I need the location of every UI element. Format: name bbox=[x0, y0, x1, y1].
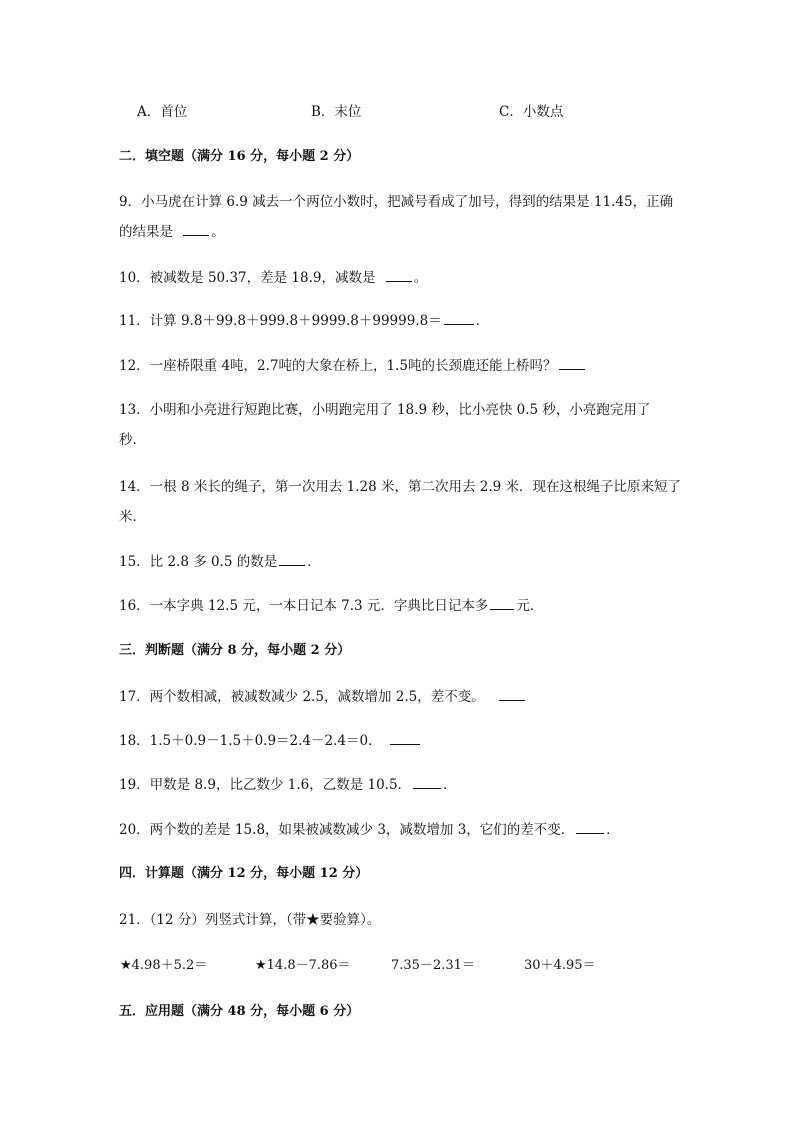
question-16 bbox=[119, 597, 543, 615]
question-14-line-1: 14．一根 8 米长的绳子，第一次用去 1.28 米，第二次用去 2.9 米．现在这根绳子比原来短了 bbox=[119, 479, 682, 495]
section-2-heading: 二．填空题（满分 16 分，每小题 2 分） bbox=[119, 149, 360, 164]
question-17-text: 17．两个数相减，被减数减少 2.5，减数增加 2.5，差不变。 bbox=[119, 689, 485, 705]
calc-item-2: ★14.8－7.86＝ bbox=[255, 958, 351, 973]
answer-blank bbox=[279, 553, 305, 566]
question-20-end: ． bbox=[606, 822, 620, 838]
answer-blank bbox=[490, 597, 514, 610]
question-16-end: 元． bbox=[516, 598, 544, 614]
question-9-text: 的结果是 bbox=[119, 224, 173, 240]
answer-blank bbox=[576, 821, 604, 834]
question-20-text: 20．两个数的差是 15.8，如果被减数减少 3，减数增加 3，它们的差不变． bbox=[119, 822, 575, 838]
question-11-end: ． bbox=[475, 313, 490, 329]
question-14-line-2: 米． bbox=[119, 509, 146, 525]
question-16-text: 16．一本字典 12.5 元，一本日记本 7.3 元．字典比日记本多 bbox=[119, 598, 489, 614]
answer-blank bbox=[444, 312, 474, 325]
question-15-text: 15．比 2.8 多 0.5 的数是 bbox=[119, 554, 278, 570]
calc-item-4: 30＋4.95＝ bbox=[524, 958, 596, 973]
question-21: 21．（12 分）列竖式计算，（带★要验算）。 bbox=[119, 912, 381, 928]
question-12 bbox=[119, 357, 587, 375]
question-17 bbox=[119, 688, 527, 706]
question-20 bbox=[119, 821, 620, 839]
calc-item-1: ★4.98＋5.2＝ bbox=[120, 958, 208, 973]
question-12-text: 12．一座桥限重 4吨，2.7吨的大象在桥上，1.5吨的长颈鹿还能上桥吗？ bbox=[119, 358, 557, 374]
answer-blank bbox=[390, 732, 420, 745]
question-19-end: ． bbox=[443, 777, 457, 793]
question-10-end: 。 bbox=[413, 270, 428, 286]
question-15 bbox=[119, 553, 321, 571]
question-9-end: 。 bbox=[211, 224, 225, 240]
question-11-text: 11．计算 9.8＋99.8＋999.8＋9999.8＋99999.8＝ bbox=[119, 313, 442, 329]
calc-item-3: 7.35－2.31＝ bbox=[391, 958, 475, 973]
option-c: C．小数点 bbox=[499, 104, 564, 120]
question-9-line-2 bbox=[119, 223, 225, 241]
answer-blank bbox=[386, 269, 412, 282]
question-19-text: 19．甲数是 8.9，比乙数少 1.6，乙数是 10.5． bbox=[119, 777, 412, 793]
question-13-line-1: 13．小明和小亮进行短跑比赛，小明跑完用了 18.9 秒，比小亮快 0.5 秒，小亮跑完用了 bbox=[119, 402, 651, 418]
section-5-heading: 五．应用题（满分 48 分，每小题 6 分） bbox=[119, 1004, 360, 1019]
section-4-heading: 四．计算题（满分 12 分，每小题 12 分） bbox=[119, 866, 369, 881]
answer-blank bbox=[559, 357, 585, 370]
option-b: B．末位 bbox=[311, 104, 362, 120]
question-13-line-2: 秒． bbox=[119, 432, 146, 448]
question-15-end: ． bbox=[307, 554, 321, 570]
answer-blank bbox=[413, 776, 441, 789]
option-a: A．首位 bbox=[137, 104, 188, 120]
answer-blank bbox=[183, 223, 209, 236]
question-10-text: 10．被减数是 50.37，差是 18.9，减数是 bbox=[119, 270, 376, 286]
question-18-text: 18．1.5＋0.9－1.5＋0.9＝2.4－2.4＝0． bbox=[119, 733, 382, 749]
question-11 bbox=[119, 312, 489, 330]
question-9-line-1: 9．小马虎在计算 6.9 减去一个两位小数时，把减号看成了加号，得到的结果是 11.45，正确 bbox=[119, 194, 674, 210]
answer-blank bbox=[499, 688, 525, 701]
section-3-heading: 三．判断题（满分 8 分，每小题 2 分） bbox=[119, 643, 351, 658]
question-10 bbox=[119, 269, 427, 287]
question-19 bbox=[119, 776, 457, 794]
question-18 bbox=[119, 732, 422, 750]
